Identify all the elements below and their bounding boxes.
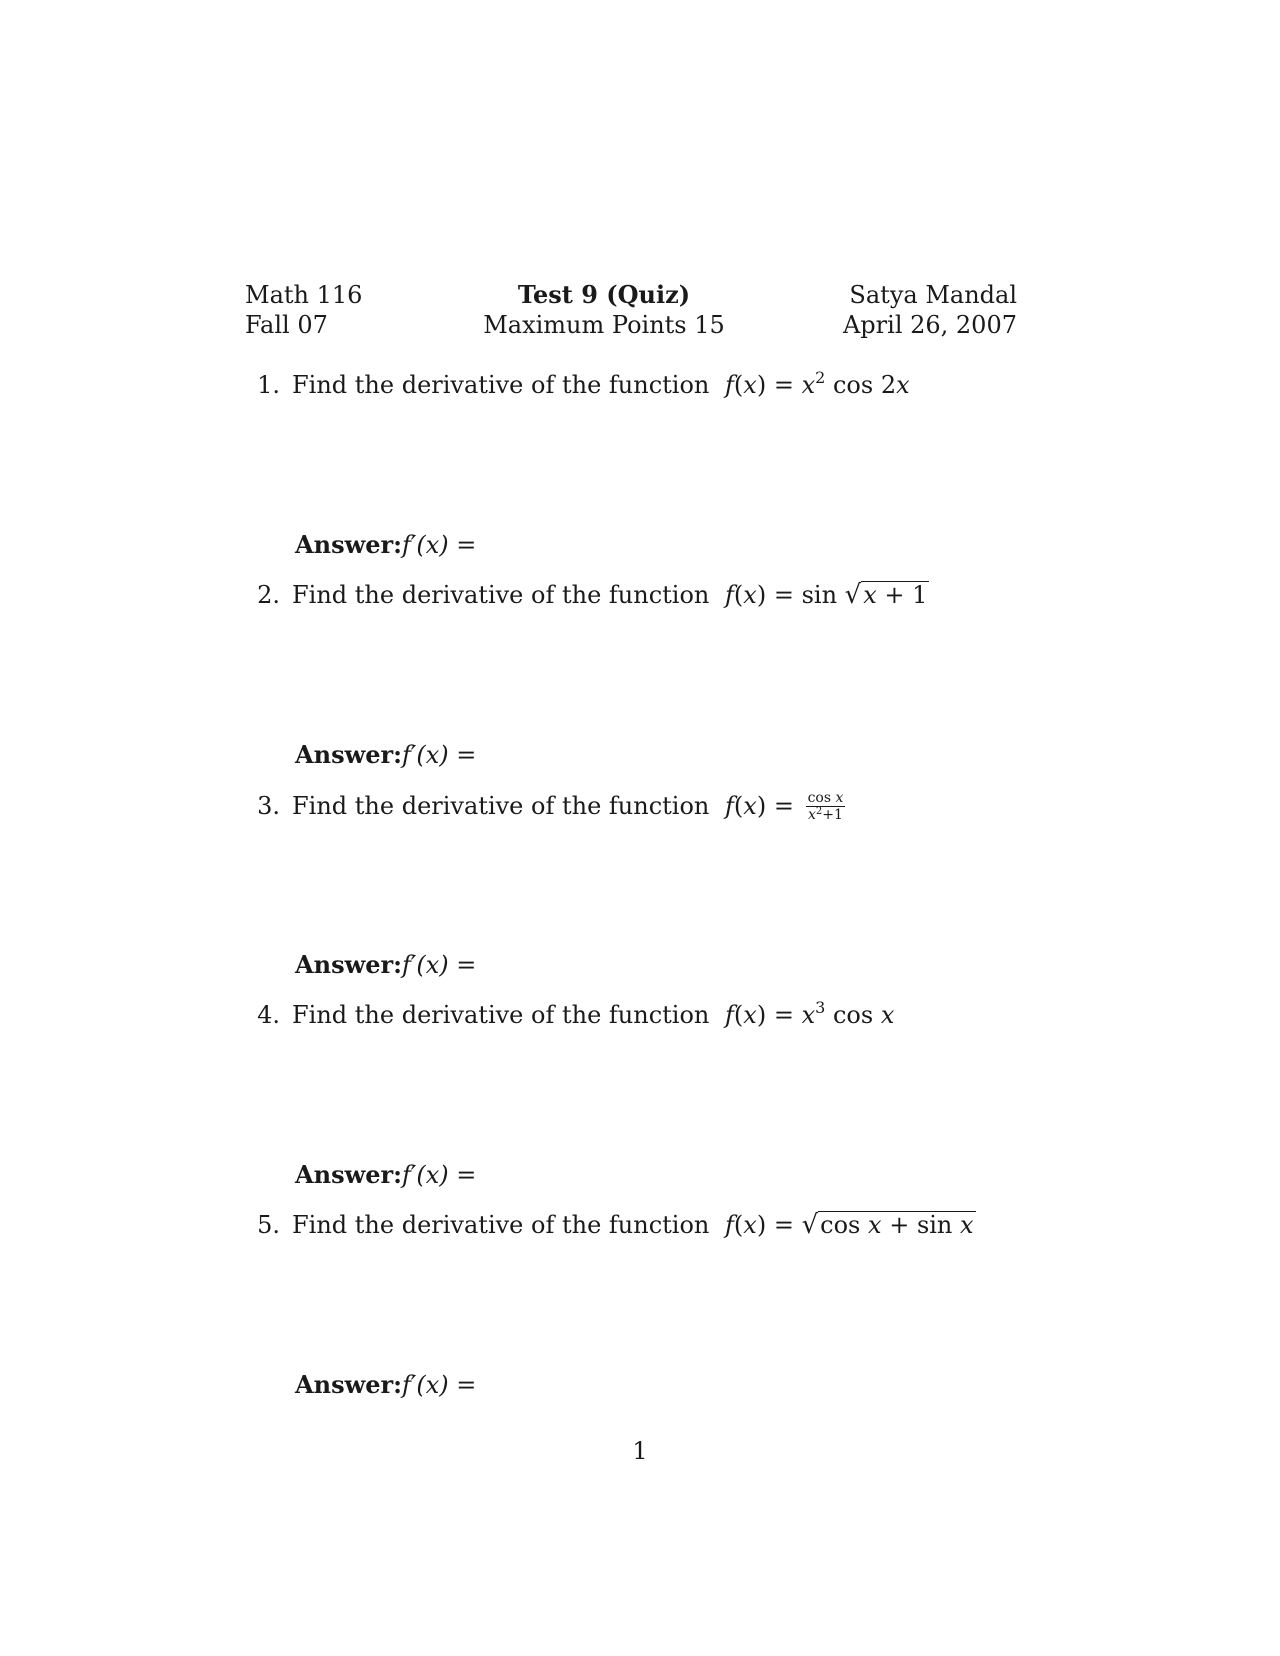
answer-line-2: Answer:f′(x) = [295,740,477,769]
answer-line-5: Answer:f′(x) = [295,1370,477,1399]
term: Fall 07 [245,311,328,339]
test-title: Test 9 (Quiz) [517,280,691,309]
instructor-name: Satya Mandal [849,281,1017,309]
question-prompt: Find the derivative of the function [292,1211,710,1239]
square-root-symbol: √cos x + sin x [801,1210,974,1240]
question-formula: f(x) = sin √x + 1 [725,580,928,610]
question-formula: f(x) = $\frac{\text{cos x}}{x^2+1}$ [725,790,844,823]
page-number: 1 [632,1437,648,1465]
question-number: 2. [257,581,280,609]
answer-line-1: Answer:f′(x) = [295,530,477,559]
question-prompt: Find the derivative of the function [292,581,710,609]
question-2 [248,580,929,610]
question-number: 5. [257,1211,280,1239]
question-1 [248,370,910,403]
course-name: Math 116 [245,281,363,309]
question-number: 4. [257,1001,280,1029]
test-date: April 26, 2007 [842,311,1017,339]
question-4 [248,1000,894,1033]
question-formula: $f(x) = x^3$ cos x [725,998,895,1029]
question-5 [248,1210,976,1240]
question-formula: f(x) = √cos x + sin x [725,1210,974,1240]
square-root-symbol: √x + 1 [844,580,928,610]
question-number: 3. [257,792,280,820]
question-formula: $f(x) = x^2$ cos 2x [725,368,910,399]
question-prompt: Find the derivative of the function [292,1001,710,1029]
answer-line-4: Answer:f′(x) = [295,1160,477,1189]
max-points: Maximum Points 15 [483,311,725,339]
answer-line-3: Answer:f′(x) = [295,950,477,979]
fraction: $\frac{\text{cos x}}{x^2+1}$ [807,790,844,823]
question-number: 1. [257,371,280,399]
question-3 [248,790,845,825]
question-prompt: Find the derivative of the function [292,371,710,399]
question-prompt: Find the derivative of the function [292,792,710,820]
